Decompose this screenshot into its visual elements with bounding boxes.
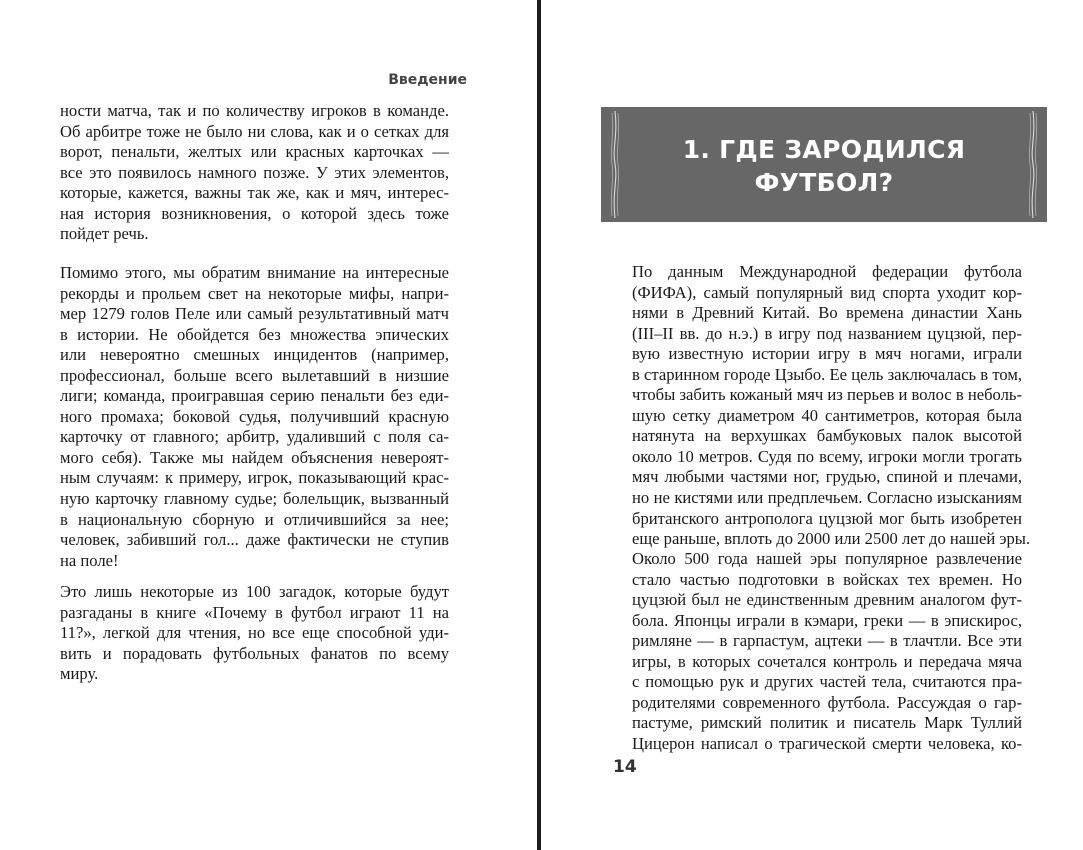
text-line: с помощью рук и других частей тела, считаются пра- bbox=[632, 672, 1022, 692]
text-line: все это появилось намного позже. У этих элементов, bbox=[60, 162, 449, 182]
right-paragraph-1 bbox=[632, 262, 1031, 550]
text-line: ная история возникновения, о которой здесь тоже bbox=[60, 203, 449, 223]
text-line: около 10 метров. Судя по всему, игроки могли трогать bbox=[632, 446, 1022, 466]
left-paragraph-2 bbox=[60, 263, 449, 571]
text-line: стало частью подготовки в войсках тех времен. Но bbox=[632, 569, 1022, 589]
text-line: мяч любыми частями ног, грудью, спиной и плечами, bbox=[632, 467, 1022, 487]
text-line: Об арбитре тоже не было ни слова, как и о сетках для bbox=[60, 121, 449, 141]
text-line: шую сетку диаметром 40 сантиметров, которая была bbox=[632, 405, 1022, 425]
page-number: 14 bbox=[613, 757, 637, 777]
left-paragraph-1 bbox=[60, 101, 449, 245]
left-paragraph-3 bbox=[60, 582, 449, 685]
text-line: (ФИФА), самый популярный вид спорта уходит кор- bbox=[632, 282, 1022, 302]
text-line: ворот, пенальти, желтых или красных карточках — bbox=[60, 142, 449, 162]
text-line: ным случаям: к примеру, игрок, показывающий крас- bbox=[60, 468, 449, 488]
text-line: игры, в которых сочетался контроль и передача мяча bbox=[632, 651, 1022, 671]
text-line: еще раньше, вплоть до 2000 или 2500 лет до нашей эры. bbox=[632, 529, 1031, 549]
text-line: чтобы забить кожаный мяч из перьев и волос в неболь- bbox=[632, 385, 1022, 405]
text-line: пастуме, римский политик и писатель Марк Туллий bbox=[632, 713, 1022, 733]
text-line: человек, забивший гол... даже фактически не ступив bbox=[60, 530, 449, 550]
right-paragraph-2 bbox=[632, 549, 1022, 754]
text-line: ную карточку главному судье; болельщик, вызванный bbox=[60, 489, 449, 509]
text-line: в старинном городе Цзыбо. Ее цель заключалась в том, bbox=[632, 364, 1022, 384]
text-line: британского антрополога цуцзюй мог быть изобретен bbox=[632, 508, 1022, 528]
text-line: нями в Древний Китай. Во времена династии Хань bbox=[632, 303, 1022, 323]
text-line: вить и порадовать футбольных фанатов по всему bbox=[60, 643, 449, 663]
text-line: лиги; команда, проигравшая серию пенальти без еди- bbox=[60, 386, 449, 406]
chapter-title bbox=[601, 133, 1047, 199]
text-line: но не кистями или предплечьем. Согласно изысканиям bbox=[632, 488, 1022, 508]
text-line: Цицерон написал о трагической смерти человека, ко- bbox=[632, 733, 1022, 753]
text-line: (III–II вв. до н.э.) в игру под названием цуцзюй, пер- bbox=[632, 323, 1022, 343]
text-line: Помимо этого, мы обратим внимание на интересные bbox=[60, 263, 449, 282]
text-line: родителями современного футбола. Рассуждая о гар- bbox=[632, 692, 1022, 712]
text-line: ности матча, так и по количеству игроков в команде. bbox=[60, 101, 449, 120]
text-line: Около 500 года нашей эры популярное развлечение bbox=[632, 549, 1022, 568]
text-line: бола. Японцы играли в кэмари, греки — в эпискирос, bbox=[632, 610, 1022, 630]
text-line: вую известную истории игру в мяч ногами, играли bbox=[632, 344, 1022, 364]
text-line: мого себя). Также мы найдем объяснения невероят- bbox=[60, 447, 449, 467]
text-line: в национальную сборную и отличившийся за нее; bbox=[60, 509, 449, 529]
text-line: на поле! bbox=[60, 550, 119, 570]
text-line: в истории. Не обойдется без множества эпических bbox=[60, 324, 449, 344]
text-line: пойдет речь. bbox=[60, 224, 149, 244]
text-line: ного промаха; боковой судья, получивший красную bbox=[60, 406, 449, 426]
text-line: натянута на верхушках бамбуковых палок высотой bbox=[632, 426, 1022, 446]
book-spine bbox=[537, 0, 541, 850]
text-line: Это лишь некоторые из 100 загадок, которые будут bbox=[60, 582, 449, 601]
text-line: разгаданы в книге «Почему в футбол играют 11 на bbox=[60, 602, 449, 622]
text-line: мер 1279 голов Пеле или самый результативный матч bbox=[60, 304, 449, 324]
banner-right-ornament bbox=[1027, 107, 1039, 222]
running-head: Введение bbox=[388, 72, 467, 88]
chapter-title-line: 1. ГДЕ ЗАРОДИЛСЯ bbox=[682, 135, 966, 164]
chapter-banner bbox=[601, 107, 1047, 222]
text-line: По данным Международной федерации футбола bbox=[632, 262, 1022, 281]
text-line: 11?», легкой для чтения, но все еще способной уди- bbox=[60, 623, 449, 643]
text-line: или невероятно смешных инцидентов (например, bbox=[60, 345, 449, 365]
text-line: рекорды и прольем свет на некоторые мифы, напри- bbox=[60, 283, 449, 303]
text-line: миру. bbox=[60, 664, 99, 684]
text-line: римляне — в гарпастум, ацтеки — в тлачтли. Все эти bbox=[632, 631, 1022, 651]
text-line: профессионал, больше всего вылетавший в низшие bbox=[60, 365, 449, 385]
text-line: цуцзюй был не единственным древним аналогом фут- bbox=[632, 590, 1022, 610]
text-line: карточку от главного; арбитр, удаливший с поля са- bbox=[60, 427, 449, 447]
chapter-title-line: ФУТБОЛ? bbox=[754, 168, 894, 197]
text-line: которые, кажется, важны так же, как и мяч, интерес- bbox=[60, 183, 449, 203]
